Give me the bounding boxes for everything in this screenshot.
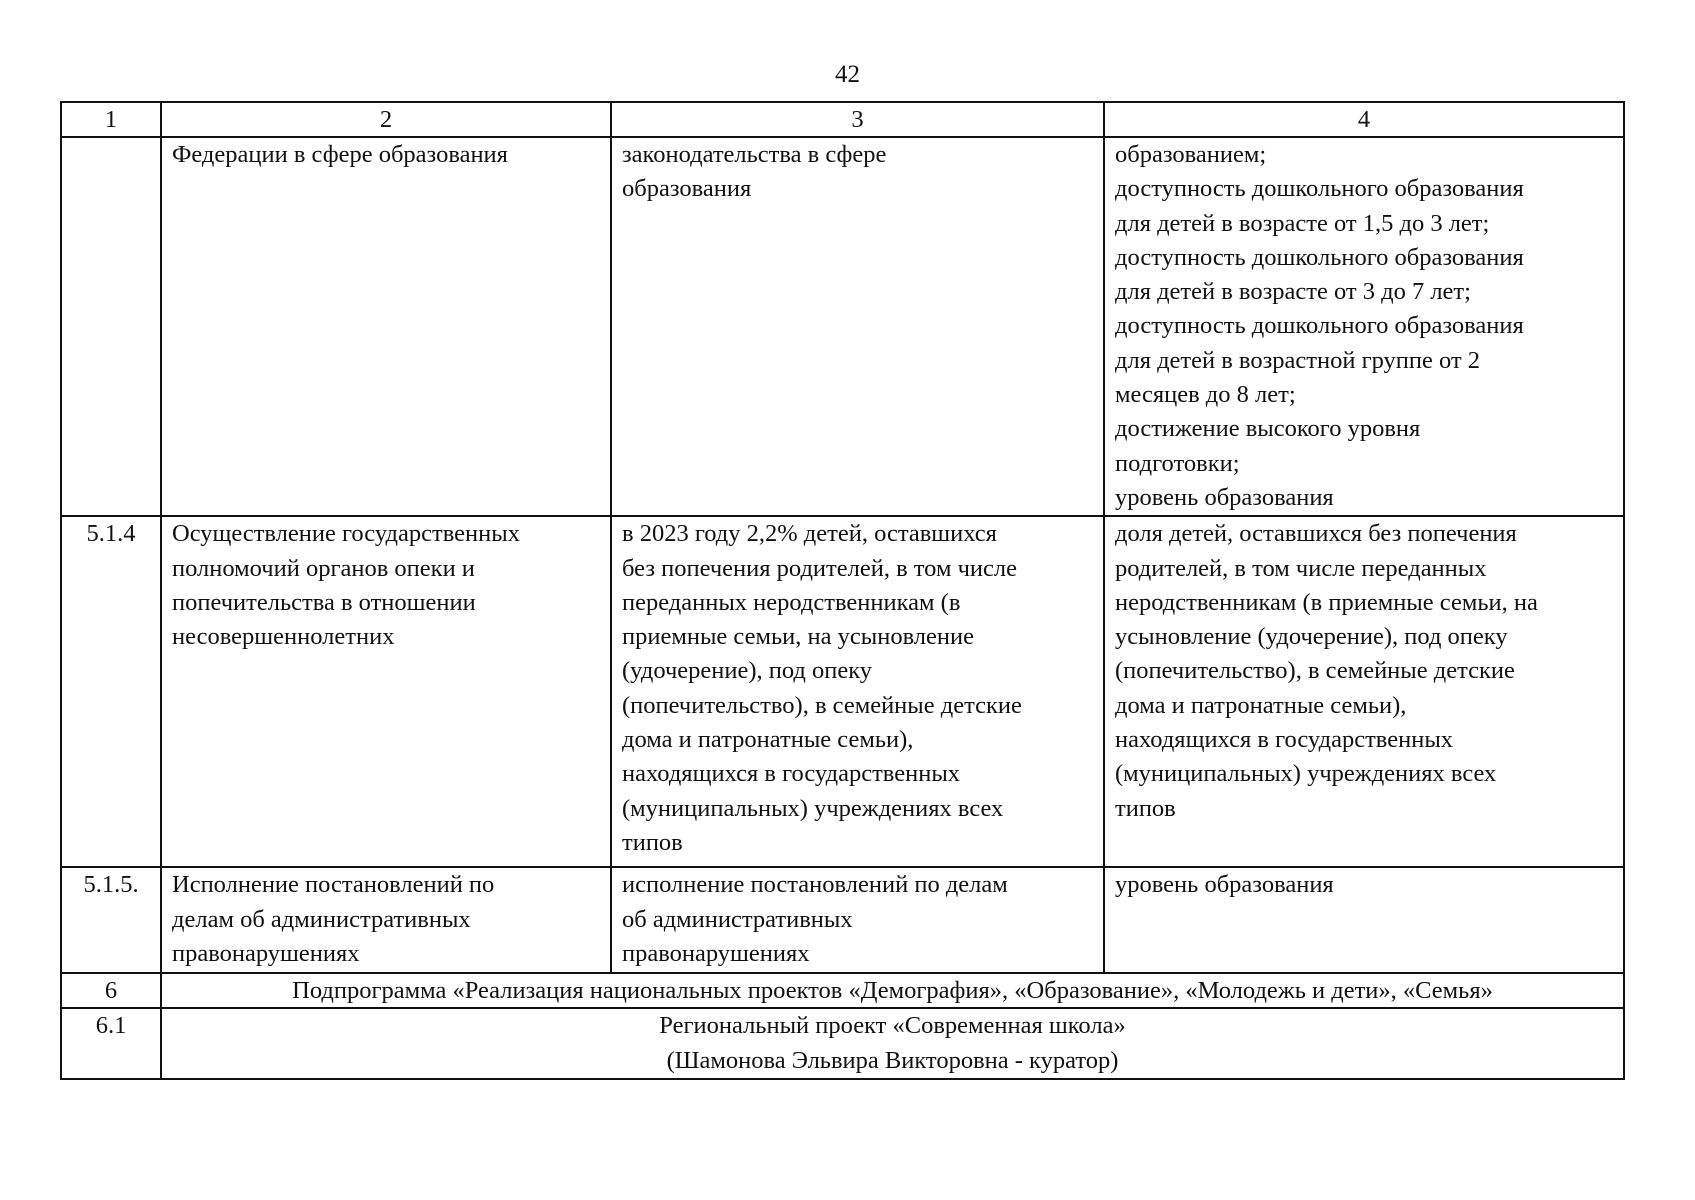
- cell-line: достижение высокого уровня: [1115, 415, 1421, 443]
- cell-line: доступность дошкольного образования: [1115, 312, 1524, 340]
- cell-line: для детей в возрастной группе от 2: [1115, 346, 1481, 374]
- cell-line: доступность дошкольного образования: [1115, 175, 1524, 203]
- row-number: 6: [61, 973, 161, 1008]
- expected-result-cell: [611, 516, 1104, 867]
- cell-line: полномочий органов опеки и: [172, 554, 475, 582]
- cell-line: для детей в возрасте от 3 до 7 лет;: [1115, 278, 1471, 306]
- cell-line: (удочерение), под опеку: [622, 657, 873, 685]
- cell-line: месяцев до 8 лет;: [1115, 381, 1296, 409]
- cell-line: родителей, в том числе переданных: [1115, 554, 1487, 582]
- page-number: 42: [835, 61, 860, 88]
- cell-line: Осуществление государственных: [172, 520, 520, 548]
- cell-line: типов: [1115, 794, 1176, 822]
- row-number: [61, 137, 161, 516]
- cell-line: дома и патронатные семьи),: [1115, 691, 1407, 719]
- cell-line: уровень образования: [1115, 483, 1334, 511]
- cell-line: (муниципальных) учреждениях всех: [1115, 760, 1497, 788]
- cell-line: законодательства в сфере: [622, 141, 887, 168]
- cell-line: подготовки;: [1115, 449, 1240, 477]
- cell-line: доступность дошкольного образования: [1115, 243, 1524, 271]
- cell-line: (попечительство), в семейные детские: [1115, 657, 1515, 685]
- regional-project-cell: [161, 1008, 1624, 1079]
- row-number: 6.1: [61, 1008, 161, 1079]
- cell-line: исполнение постановлений по делам: [622, 871, 1008, 899]
- cell-line: усыновление (удочерение), под опеку: [1115, 623, 1508, 651]
- cell-line: правонарушениях: [172, 939, 360, 967]
- cell-line: типов: [622, 828, 683, 856]
- expected-result-cell: [611, 867, 1104, 973]
- cell-line: в 2023 году 2,2% детей, оставшихся: [622, 520, 997, 548]
- cell-line: дома и патронатные семьи),: [622, 726, 914, 754]
- program-table: [60, 101, 1625, 1080]
- cell-line: Федерации в сфере образования: [172, 141, 508, 168]
- cell-line: без попечения родителей, в том числе: [622, 554, 1017, 582]
- cell-line: делам об административных: [172, 905, 471, 933]
- expected-result-cell: [611, 137, 1104, 516]
- regional-project-curator: (Шамонова Эльвира Викторовна - куратор): [666, 1046, 1119, 1074]
- cell-line: несовершеннолетних: [172, 623, 395, 651]
- subprogram-title: Подпрограмма «Реализация национальных проектов «Демография», «Образование», «Молодежь и дети», «Семья»: [161, 973, 1624, 1008]
- column-header-row: [61, 102, 1624, 137]
- task-name-cell: [161, 867, 611, 973]
- cell-line: (попечительство), в семейные детские: [622, 691, 1022, 719]
- column-header: 1: [61, 102, 161, 137]
- cell-line: об административных: [622, 905, 853, 933]
- cell-line: уровень образования: [1115, 871, 1334, 899]
- cell-line: находящихся в государственных: [622, 760, 961, 788]
- column-header: 3: [611, 102, 1104, 137]
- indicator-cell: [1104, 137, 1624, 516]
- table-row: [61, 867, 1624, 973]
- cell-line: переданных неродственникам (в: [622, 588, 961, 616]
- column-header: 4: [1104, 102, 1624, 137]
- task-name-cell: [161, 516, 611, 867]
- column-header: 2: [161, 102, 611, 137]
- cell-line: находящихся в государственных: [1115, 726, 1454, 754]
- task-name-cell: [161, 137, 611, 516]
- cell-line: образованием;: [1115, 141, 1267, 168]
- row-number: 5.1.4: [61, 516, 161, 867]
- indicator-cell: [1104, 867, 1624, 973]
- cell-line: попечительства в отношении: [172, 588, 476, 616]
- cell-line: приемные семьи, на усыновление: [622, 623, 975, 651]
- cell-line: неродственникам (в приемные семьи, на: [1115, 588, 1538, 616]
- table-row: [61, 137, 1624, 516]
- cell-line: для детей в возрасте от 1,5 до 3 лет;: [1115, 209, 1490, 237]
- regional-project-title: Региональный проект «Современная школа»: [659, 1012, 1126, 1040]
- table-row: [61, 516, 1624, 867]
- subprogram-row: [61, 973, 1624, 1008]
- cell-line: Исполнение постановлений по: [172, 871, 495, 899]
- indicator-cell: [1104, 516, 1624, 867]
- regional-project-row: [61, 1008, 1624, 1079]
- cell-line: (муниципальных) учреждениях всех: [622, 794, 1004, 822]
- cell-line: правонарушениях: [622, 939, 810, 967]
- cell-line: образования: [622, 175, 752, 203]
- cell-line: доля детей, оставшихся без попечения: [1115, 520, 1517, 548]
- row-number: 5.1.5.: [61, 867, 161, 973]
